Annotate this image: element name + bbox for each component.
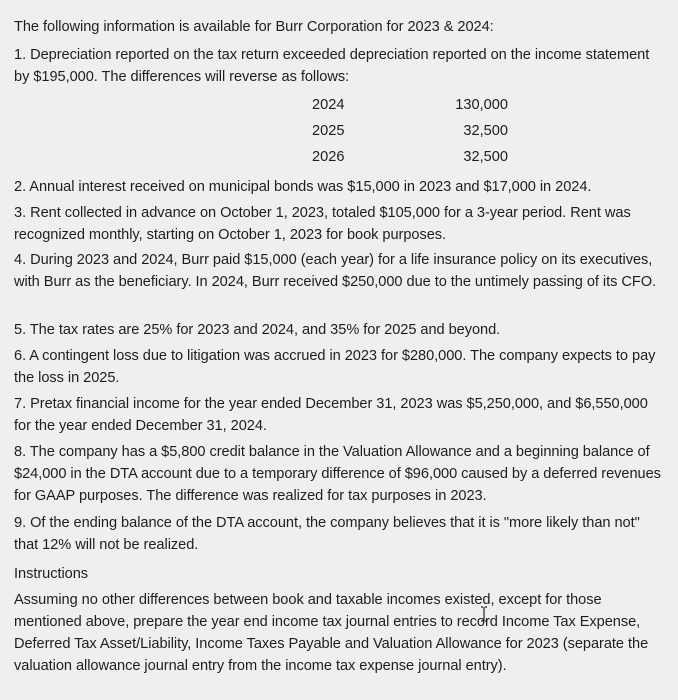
item-8: 8. The company has a $5,800 credit balance in the Valuation Allowance and a beginning balance of $24,000 in the DTA account due to a temporary difference of $96,000 caused by a deferred revenues for GAAP purposes. The difference was realized for tax purposes in 2023.	[14, 444, 661, 504]
item-7: 7. Pretax financial income for the year ended December 31, 2023 was $5,250,000, and $6,550,000 for the year ended December 31, 2024.	[14, 396, 648, 434]
item-3: 3. Rent collected in advance on October 1, 2023, totaled $105,000 for a 3-year period. Rent was recognized monthly, starting on October 1, 2023 for book purposes.	[14, 205, 631, 243]
reversal-amount: 130,000	[455, 97, 508, 113]
item-6: 6. A contingent loss due to litigation was accrued in 2023 for $280,000. The company expects to pay the loss in 2025.	[14, 348, 656, 386]
reversal-amount: 32,500	[463, 149, 508, 165]
instructions-text: Assuming no other differences between book and taxable incomes existed, except for those mentioned above, prepare the year end income tax journal entries to record Income Tax Expense, Deferred Tax Asset/Liability, Income Taxes Payable and Valuation Allowance for 2023 (separate the valuation allowance journal entry from the income tax expense journal entry).	[14, 592, 649, 674]
reversal-year: 2026	[312, 149, 345, 165]
reversal-year: 2024	[312, 97, 345, 113]
text-cursor-icon	[480, 606, 488, 622]
reversal-amount: 32,500	[463, 123, 508, 139]
item-4: 4. During 2023 and 2024, Burr paid $15,000 (each year) for a life insurance policy on its executives, with Burr as the beneficiary. In 2024, Burr received $250,000 due to the untimely passing of its CFO.	[14, 252, 657, 290]
table-row	[0, 94, 678, 116]
item-1: 1. Depreciation reported on the tax return exceeded depreciation reported on the income statement by $195,000. The differences will reverse as follows:	[14, 47, 650, 85]
table-row	[0, 120, 678, 142]
item-2: 2. Annual interest received on municipal bonds was $15,000 in 2023 and $17,000 in 2024.	[14, 179, 592, 195]
intro-text: The following information is available for Burr Corporation for 2023 & 2024:	[14, 19, 494, 35]
item-5: 5. The tax rates are 25% for 2023 and 2024, and 35% for 2025 and beyond.	[14, 322, 501, 338]
item-9: 9. Of the ending balance of the DTA account, the company believes that it is "more likely than not" that 12% will not be realized.	[14, 515, 640, 553]
reversal-year: 2025	[312, 123, 345, 139]
table-row	[0, 146, 678, 168]
instructions-heading: Instructions	[14, 566, 89, 582]
